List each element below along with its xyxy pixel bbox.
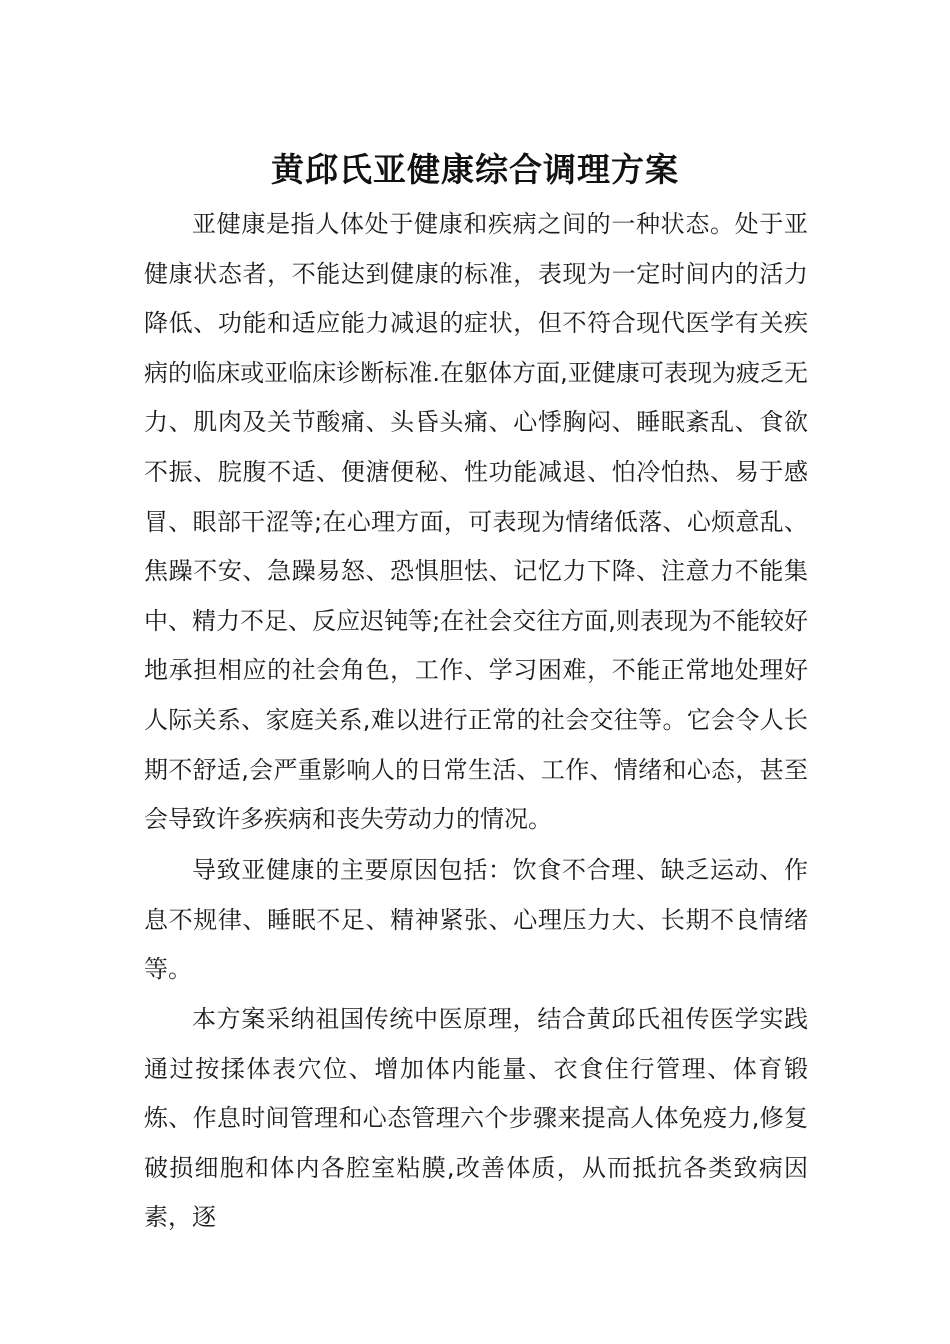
document-title: 黄邱氏亚健康综合调理方案 [271, 150, 679, 189]
paragraph-approach: 本方案采纳祖国传统中医原理，结合黄邱氏祖传医学实践通过按揉体表穴位、增加体内能量、衣食住行管理、体育锻炼、作息时间管理和心态管理六个步骤来提高人体免疫力,修复破损细胞和体内各腔室粘膜,改善体质，从而抵抗各类致病因素，逐 [144, 1005, 808, 1232]
paragraph-causes: 导致亚健康的主要原因包括：饮食不合理、缺乏运动、作息不规律、睡眠不足、精神紧张、心理压力大、长期不良情绪等。 [144, 856, 808, 984]
paragraph-definition: 亚健康是指人体处于健康和疾病之间的一种状态。处于亚健康状态者，不能达到健康的标准，表现为一定时间内的活力降低、功能和适应能力减退的症状，但不符合现代医学有关疾病的临床或亚临床诊断标准.在躯体方面,亚健康可表现为疲乏无力、肌肉及关节酸痛、头昏头痛、心悸胸闷、睡眠紊乱、食欲不振、脘腹不适、便溏便秘、性功能减退、怕冷怕热、易于感冒、眼部干涩等;在心理方面，可表现为情绪低落、心烦意乱、焦躁不安、急躁易怒、恐惧胆怯、记忆力下降、注意力不能集中、精力不足、反应迟钝等;在社会交往方面,则表现为不能较好地承担相应的社会角色，工作、学习困难，不能正常地处理好人际关系、家庭关系,难以进行正常的社会交往等。它会令人长期不舒适,会严重影响人的日常生活、工作、情绪和心态，甚至会导致许多疾病和丧失劳动力的情况。 [144, 210, 808, 834]
